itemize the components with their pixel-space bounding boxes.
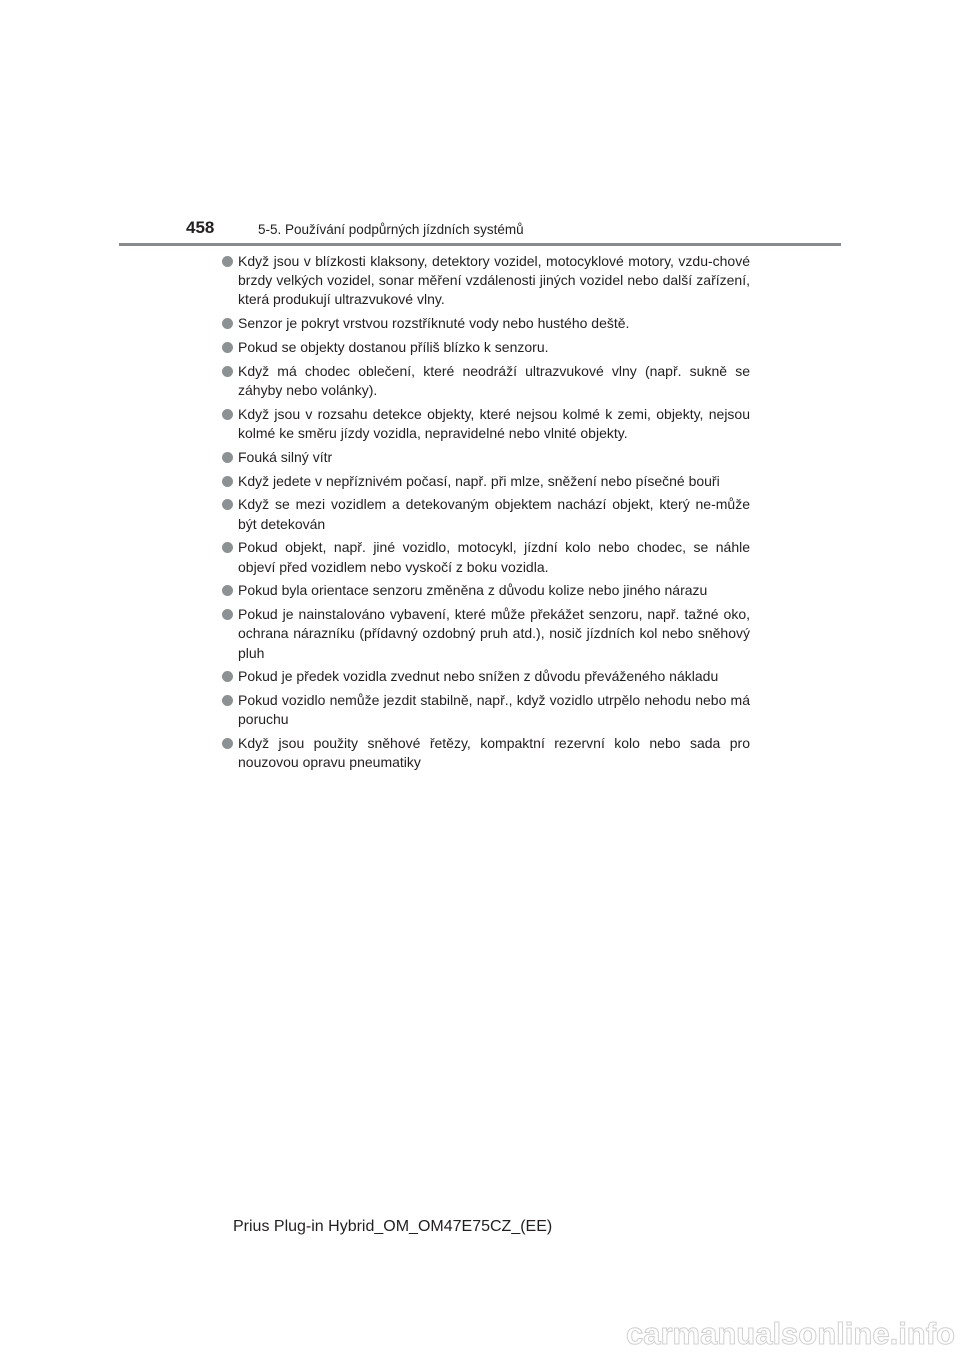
- list-item-text: Fouká silný vítr: [238, 448, 333, 465]
- list-item-text: Když se mezi vozidlem a detekovaným objektem nachází objekt, který ne-může být detekován: [238, 496, 750, 532]
- page-header: [0, 0, 960, 250]
- bullet-icon: [222, 738, 233, 749]
- list-item: [222, 448, 750, 467]
- bullet-icon: [222, 499, 233, 510]
- list-item-text: Pokud je předek vozidla zvednut nebo snížen z důvodu převáženého nákladu: [238, 668, 719, 685]
- bullet-icon: [222, 476, 233, 487]
- bullet-icon: [222, 366, 233, 377]
- list-item-text: Pokud se objekty dostanou příliš blízko k senzoru.: [238, 339, 549, 355]
- list-item: [222, 605, 750, 663]
- bullet-icon: [222, 585, 233, 596]
- bullet-icon: [222, 671, 233, 682]
- bullet-icon: [222, 452, 233, 463]
- list-item-text: Když jsou použity sněhové řetězy, kompaktní rezervní kolo nebo sada pro nouzovou opravu pneumatiky: [238, 735, 750, 771]
- bullet-list: [222, 252, 750, 777]
- list-item: [222, 538, 750, 576]
- bullet-icon: [222, 695, 233, 706]
- list-item: [222, 667, 750, 686]
- list-item-text: Když jedete v nepříznivém počasí, např. při mlze, sněžení nebo písečné bouři: [238, 472, 720, 489]
- bullet-icon: [222, 318, 233, 329]
- header-rule: [119, 243, 841, 246]
- bullet-icon: [222, 542, 233, 553]
- bullet-icon: [222, 409, 233, 420]
- list-item-text: Senzor je pokryt vrstvou rozstříknuté vody nebo hustého deště.: [238, 315, 630, 332]
- list-item-text: Když jsou v blízkosti klaksony, detektory vozidel, motocyklové motory, vzdu-chové brzdy velkých vozidel, sonar měření vzdálenosti jiných vozidel nebo další zařízení, která produkují ultrazvukové vlny.: [238, 253, 750, 308]
- watermark-text: carmanualsonline.info: [625, 1316, 955, 1351]
- list-item: [222, 338, 750, 357]
- list-item: [222, 734, 750, 772]
- bullet-icon: [222, 342, 233, 353]
- list-item-text: Když má chodec oblečení, které neodráží ultrazvukové vlny (např. sukně se záhyby nebo volánky).: [238, 362, 750, 398]
- list-item: [222, 314, 750, 333]
- bullet-icon: [222, 256, 233, 267]
- list-item-text: Pokud je nainstalováno vybavení, které může překážet senzoru, např. tažné oko, ochrana nárazníku (přídavný ozdobný pruh atd.), nosič jízdních kol nebo sněhový pluh: [238, 606, 750, 661]
- list-item: [222, 252, 750, 310]
- list-item-text: Pokud byla orientace senzoru změněna z důvodu kolize nebo jiného nárazu: [238, 582, 708, 599]
- list-item: [222, 495, 750, 533]
- list-item: [222, 691, 750, 729]
- section-title: 5-5. Používání podpůrných jízdních systémů: [258, 222, 524, 237]
- list-item: [222, 362, 750, 400]
- watermark-logo: [620, 1300, 960, 1358]
- list-item: [222, 472, 750, 491]
- footer-model-code: Prius Plug-in Hybrid_OM_OM47E75CZ_(EE): [233, 1218, 553, 1235]
- list-item-text: Když jsou v rozsahu detekce objekty, které nejsou kolmé k zemi, objekty, nejsou kolmé ke směru jízdy vozidla, nepravidelné nebo vlnité objekty.: [238, 405, 750, 441]
- page-number: 458: [186, 218, 215, 237]
- bullet-icon: [222, 609, 233, 620]
- list-item-text: Pokud vozidlo nemůže jezdit stabilně, např., když vozidlo utrpělo nehodu nebo má poruchu: [238, 692, 750, 728]
- list-item: [222, 405, 750, 443]
- list-item: [222, 581, 750, 600]
- list-item-text: Pokud objekt, např. jiné vozidlo, motocykl, jízdní kolo nebo chodec, se náhle objeví před vozidlem nebo vyskočí z boku vozidla.: [238, 539, 750, 575]
